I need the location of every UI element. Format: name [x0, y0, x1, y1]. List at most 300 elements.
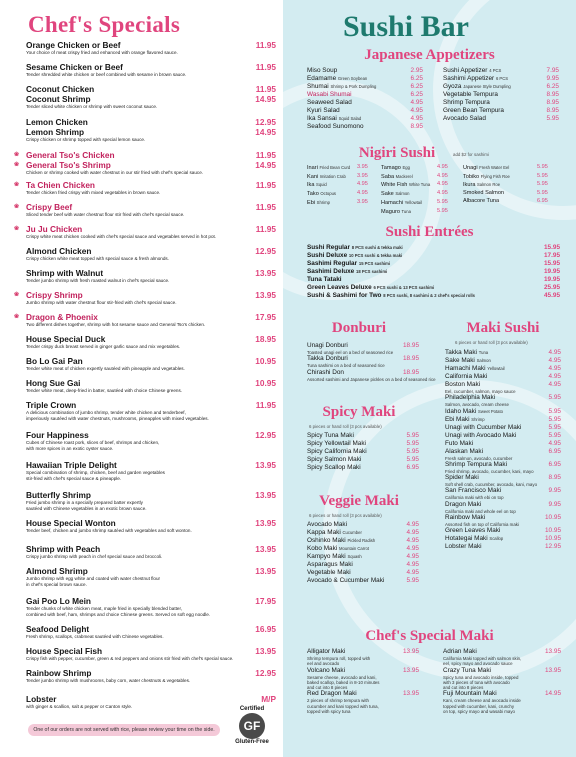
japanese-appetizers-heading: Japanese Appetizers [364, 47, 495, 63]
menu-item-description: Sliced tender beef with water chestnut flour stir fried with chef's special sauce. [26, 212, 185, 217]
menu-item-name-wrap [14, 150, 115, 160]
maki-sushi-list [445, 349, 561, 551]
menu-item-name-wrap [26, 544, 100, 554]
nigiri-name: Hamachi [381, 199, 404, 206]
menu-item-price: 9.95 [546, 75, 559, 82]
menu-item-name-wrap [443, 667, 491, 675]
nigiri-note: Octopus [320, 191, 336, 197]
menu-item [26, 246, 276, 262]
menu-item-name: San Francisco Maki [445, 487, 502, 495]
nigiri-price: 5.95 [537, 181, 548, 188]
menu-item-price: 19.95 [544, 276, 560, 283]
menu-item [307, 690, 419, 698]
menu-item-description: 2 pieces of shrimp tempura with [307, 698, 369, 704]
menu-item-name: Shrimp with Peach [26, 544, 101, 554]
menu-item-name: Triple Crown [26, 400, 77, 410]
menu-item-price: 13.95 [255, 490, 276, 500]
menu-item-name-wrap [307, 284, 434, 292]
menu-item [445, 461, 561, 469]
menu-item-name: Hong Sue Gai [26, 378, 81, 388]
menu-item-price: 12.95 [545, 543, 561, 551]
menu-item [26, 268, 276, 284]
menu-item-name: House Special Wonton [26, 518, 116, 528]
menu-item-name: Kobo Maki [307, 545, 338, 552]
menu-item [307, 244, 560, 252]
menu-item-name: Miso Soup [307, 67, 338, 74]
menu-item-name: Volcano Maki [307, 666, 346, 674]
menu-item-name: Hamachi Maki [445, 365, 486, 372]
menu-item [26, 566, 276, 588]
menu-item-name: House Special Fish [26, 646, 103, 656]
menu-item-name-wrap [445, 373, 487, 381]
menu-item-note: Green Soybean [337, 76, 368, 81]
menu-item-name-wrap [307, 268, 387, 276]
chefs-special-maki-left [307, 648, 419, 714]
menu-item-note: Scallop [489, 536, 504, 542]
menu-item-name-wrap [26, 334, 105, 344]
menu-item-name: Green Leaves Deluxe [307, 284, 372, 291]
nigiri-name-wrap [463, 198, 537, 206]
menu-item-name: Sushi Appetizer [443, 67, 488, 74]
menu-item-price: 13.95 [545, 666, 561, 674]
menu-item-name: Bo Lo Gai Pan [26, 356, 83, 366]
spicy-maki-subtitle: 6 pieces or hand roll (3 pcs available) [309, 424, 382, 429]
menu-item-price: 4.95 [406, 537, 419, 544]
menu-item-name: Crispy Beef [26, 202, 73, 212]
menu-item-name: Seafood Sunomono [307, 123, 364, 130]
menu-item-name-wrap [14, 224, 83, 234]
menu-item-name: Red Dragon Maki [307, 690, 357, 698]
menu-item-name-wrap [26, 596, 91, 606]
sushi-entrees-list [307, 244, 560, 300]
menu-item-description: Your choice of meat crispy fried and enhanced with orange flavored sauce. [26, 50, 178, 55]
menu-item-name: Shrimp with Walnut [26, 268, 104, 278]
menu-item-name-wrap [307, 432, 354, 440]
menu-item-row [26, 694, 276, 704]
menu-item-name: Spicy Salmon Maki [307, 456, 362, 463]
menu-item [26, 356, 276, 372]
menu-item-name-wrap [26, 84, 94, 94]
menu-item-name-wrap [307, 244, 403, 252]
menu-item [26, 84, 276, 94]
menu-item-name: Butterfly Shrimp [26, 490, 91, 500]
menu-item-price: 19.95 [544, 268, 560, 275]
menu-item-price: 4.95 [548, 365, 561, 372]
menu-item-note: Shrimp & Pork Dumpling [330, 84, 377, 89]
menu-item-note: 15 PCS sashimi [358, 261, 391, 266]
menu-item-name-wrap [443, 67, 501, 75]
menu-item-price: 4.95 [548, 357, 561, 364]
menu-item-price: 8.95 [546, 99, 559, 106]
menu-item-row [26, 518, 276, 528]
chefs-specials-title: Chef's Specials [28, 12, 181, 37]
menu-item-name: Philadelphia Maki [445, 394, 496, 402]
menu-item [307, 342, 419, 350]
menu-item-name-wrap [26, 268, 103, 278]
menu-item-name: Dragon & Phoenix [26, 312, 98, 322]
menu-item-price: 4.95 [406, 553, 419, 560]
spicy-maki-list [307, 432, 419, 472]
menu-item-name-wrap [443, 75, 508, 83]
menu-item-price: 6.95 [406, 464, 419, 471]
menu-item-row [26, 268, 276, 278]
menu-item-name-wrap [26, 127, 84, 137]
menu-item-description: Tender white meat of chicken expertly sautéed with pineapple and vegetables. [26, 366, 185, 371]
menu-item-name: Sushi Regular [307, 244, 350, 251]
nigiri-note: Fried Bean Curd [319, 165, 351, 170]
menu-item-name-wrap [445, 440, 473, 448]
menu-item [26, 460, 276, 482]
menu-item [445, 424, 561, 432]
menu-item-name-wrap [307, 276, 342, 284]
menu-item-description: topped with spicy tuna [307, 709, 351, 715]
menu-item-price: 6.25 [410, 83, 423, 90]
nigiri-name: Inari [307, 165, 318, 171]
menu-item-price: 5.95 [406, 456, 419, 463]
menu-item-description: Salmon, avocado, cream cheese [445, 402, 509, 408]
menu-item-price: 4.95 [548, 439, 561, 447]
menu-item-name-wrap [307, 75, 367, 83]
menu-item-name: Shrimp Tempura Maki [445, 460, 508, 468]
menu-item-name: Takka Maki [445, 349, 477, 356]
menu-item [445, 349, 561, 357]
menu-item-row [14, 150, 276, 160]
menu-item-description: and cut into 8 pieces [307, 685, 348, 691]
menu-item-price: 13.95 [255, 646, 276, 656]
nigiri-note: Tuna [401, 208, 411, 214]
menu-item-price: 4.95 [410, 107, 423, 114]
menu-item [307, 260, 560, 268]
menu-item-price: 11.95 [255, 62, 276, 72]
hot-pepper-icon: ❀ [14, 314, 20, 320]
menu-item [445, 543, 561, 551]
menu-item-price: 16.95 [255, 624, 276, 634]
menu-item [443, 667, 561, 675]
menu-item-name-wrap [26, 490, 91, 500]
menu-item-price: 13.95 [545, 648, 561, 655]
menu-item-name: Orange Chicken or Beef [26, 40, 121, 50]
menu-item-price: 13.95 [255, 290, 276, 300]
menu-item-note: 8 PCS sushi & tekka maki [351, 245, 403, 250]
menu-item-name-wrap [26, 430, 89, 440]
menu-item-description: topped with cucumber, kani, crunchy [443, 703, 515, 709]
menu-item [307, 648, 419, 656]
menu-item-description: imperiously sautéed with water chestnuts, mushrooms, pineapples with mixed vegetables. [26, 416, 209, 421]
menu-item-description: Tender white meat, deep-fried in batter, sautéed with choice Chinese greens. [26, 388, 183, 393]
menu-item-name-wrap [26, 94, 91, 104]
menu-item-name: Spicy Scallop Maki [307, 464, 361, 471]
menu-item-name: Four Happiness [26, 430, 89, 440]
nigiri-name: Tobiko [463, 173, 480, 180]
menu-item-name: Vegetable Maki [307, 569, 351, 576]
nigiri-name-wrap [307, 199, 357, 208]
menu-item [307, 667, 419, 675]
nigiri-name: White Fish [381, 182, 408, 189]
menu-item-description: Fried jumbo shrimp in a specially prepared batter expertly [26, 500, 143, 505]
menu-item-description: Special combination of shrimp, chicken, beef and garden vegetables [26, 470, 165, 475]
menu-item-name: Crazy Tuna Maki [443, 666, 491, 674]
menu-item-price: 18.95 [403, 368, 419, 376]
menu-item-price: 12.95 [255, 117, 276, 127]
menu-item-description: with ginger & scallion, salt & pepper or Canton style. [26, 704, 133, 709]
menu-item-price: 5.95 [548, 415, 561, 423]
menu-item-name-wrap [307, 648, 345, 656]
spicy-maki-heading: Spicy Maki [322, 404, 396, 420]
menu-item-description: Tender shredded white chicken or beef combined with sesame in brown sauce. [26, 72, 187, 77]
menu-item-description: Two different dishes together, shrimp with hot sesame sauce and General Tso's chicken. [26, 322, 206, 327]
menu-item [443, 107, 559, 115]
menu-item-name: Wasabi Shumai [307, 91, 352, 98]
nigiri-price: 4.95 [437, 190, 448, 197]
menu-item-name: Gyoza [443, 83, 462, 90]
menu-item-name-wrap [14, 180, 96, 190]
menu-item-name-wrap [307, 252, 402, 260]
menu-item-name: Crispy Shrimp [26, 290, 83, 300]
menu-item-description: Soft shell crab, cucumber, avocado, kani, mayo [445, 482, 538, 488]
menu-item-name-wrap [26, 460, 117, 470]
menu-item-row [14, 290, 276, 300]
menu-item-name-wrap [26, 356, 83, 366]
menu-item-price: 13.95 [255, 544, 276, 554]
menu-item-name: Spicy Yellowtail Maki [307, 440, 366, 447]
menu-item-name-wrap [445, 408, 503, 416]
nigiri-item [381, 164, 459, 173]
menu-item-description: eel and avocado [307, 661, 340, 667]
menu-item [26, 518, 276, 534]
menu-item-name: Lobster [26, 694, 57, 704]
menu-item-name-wrap [307, 369, 344, 377]
menu-item-description: Jumbo shrimp with egg white and coated with water chestnut flour [26, 576, 161, 581]
menu-item-description: sautéed with Chinese vegetables in an exotic brown sauce. [26, 506, 147, 511]
nigiri-price: 6.95 [537, 197, 548, 204]
menu-item-description: Jumbo shrimp with water chestnut flour stir-fried with chef's special sauce. [26, 300, 177, 305]
menu-item-note: 8 PCS sushi, 8 sashimi & 2 chef's special rolls [383, 293, 475, 298]
menu-item [307, 123, 423, 131]
hot-pepper-icon: ❀ [14, 152, 20, 158]
menu-item-name-wrap [445, 543, 482, 551]
menu-item-price: 15.95 [544, 260, 560, 267]
menu-item-row [14, 224, 276, 234]
menu-item-price: 4.95 [410, 115, 423, 122]
menu-item-price: 25.95 [544, 284, 560, 291]
menu-item-price: 10.95 [545, 535, 561, 543]
nigiri-name: Maguro [381, 208, 400, 215]
menu-item-row [26, 566, 276, 576]
menu-item-row [14, 180, 276, 190]
menu-item-row [26, 668, 276, 678]
menu-item-price: 11.95 [255, 40, 276, 50]
nigiri-price: 4.95 [437, 172, 448, 179]
menu-item [14, 150, 276, 160]
menu-item-name: Ika Sansai [307, 115, 337, 122]
nigiri-subtitle: add $2 for sashimi [453, 152, 489, 157]
menu-item-row [26, 62, 276, 72]
menu-item-price: 11.95 [255, 202, 276, 212]
maki-sushi-subtitle: 6 pieces or hand roll (3 pcs available) [455, 340, 528, 345]
rice-notice: One of our orders are not served with rice, please review your time on the side. [28, 724, 220, 736]
menu-item-row [26, 84, 276, 94]
menu-item-price: 4.95 [548, 373, 561, 380]
menu-item [307, 115, 423, 123]
menu-item-note: Japanese Style Dumpling [463, 84, 511, 89]
menu-item [307, 432, 419, 440]
nigiri-price: 5.95 [537, 172, 548, 179]
nigiri-name: Tako [307, 191, 319, 198]
menu-item-name-wrap [307, 464, 361, 472]
nigiri-item [381, 199, 459, 208]
menu-item-name-wrap [26, 624, 89, 634]
menu-item [307, 107, 423, 115]
menu-item-description: Shrimp tempura roll, topped with [307, 656, 371, 661]
menu-item [14, 312, 276, 328]
menu-item-description: Kani, cream cheese and avocado inside [443, 698, 521, 704]
menu-item-name: Gai Poo Lo Mein [26, 596, 91, 606]
menu-item-name-wrap [307, 440, 366, 448]
menu-item-name-wrap [26, 668, 91, 678]
menu-item-name: Alligator Maki [307, 648, 346, 655]
nigiri-note: Squid [316, 182, 327, 188]
menu-item-price: 9.95 [548, 487, 561, 495]
menu-item-description: Sesame cheese, avocado and kani, [307, 674, 377, 680]
menu-item-name: House Special Duck [26, 334, 106, 344]
menu-item-name: Idaho Maki [445, 407, 477, 415]
menu-item-price: 8.95 [546, 107, 559, 114]
nigiri-name-wrap [463, 173, 537, 182]
menu-item-price: 4.95 [410, 99, 423, 106]
menu-item [14, 290, 276, 306]
hot-pepper-icon: ❀ [14, 162, 20, 168]
nigiri-note: Fresh Water Eel [479, 165, 510, 170]
menu-item-description: Spicy tuna and avocado inside, topped [443, 674, 519, 680]
menu-item-price: 4.95 [406, 545, 419, 552]
menu-item-price: 5.95 [546, 115, 559, 122]
menu-item-description: Crispy white meat chicken cooked with chef's special sauce and vegetables served in hot pot. [26, 234, 217, 239]
nigiri-name-wrap [463, 164, 537, 173]
nigiri-name-wrap [381, 199, 437, 208]
menu-item-name: Sushi & Sashimi for Two [307, 292, 382, 299]
menu-item [307, 75, 423, 83]
menu-item-name-wrap [26, 566, 88, 576]
nigiri-price: 4.95 [437, 164, 448, 170]
sushi-entrees-heading: Sushi Entrées [385, 224, 474, 240]
nigiri-price: 5.95 [537, 164, 548, 170]
menu-item-row [26, 490, 276, 500]
nigiri-item [307, 190, 379, 199]
menu-item-name-wrap [445, 514, 485, 522]
menu-item-note: Squash [347, 554, 362, 559]
menu-item-name-wrap [445, 365, 505, 373]
menu-item-description: combined with beef, ham, shrimps and choice Chinese greens. Served on soft egg noodle. [26, 612, 211, 617]
menu-item-description: California maki with ebi on top [445, 495, 504, 501]
nigiri-note: Flying Fish Roe [480, 173, 510, 179]
menu-item-name-wrap [307, 545, 369, 553]
nigiri-item [463, 190, 559, 198]
menu-item [307, 369, 419, 377]
nigiri-name: Kani [307, 173, 319, 180]
veggie-maki-list [307, 521, 419, 585]
menu-item-name: Fuji Mountain Maki [443, 690, 497, 698]
menu-item-name: Ebi Maki [445, 415, 470, 423]
nigiri-name-wrap [463, 181, 537, 190]
menu-item-description: with 3 pieces of tuna with avocado [443, 679, 510, 685]
hot-pepper-icon: ❀ [14, 226, 20, 232]
menu-item-description: Toasted unagi eel on a bed of seasoned rice [307, 350, 394, 355]
menu-item [445, 357, 561, 365]
menu-item-name: Kampyo Maki [307, 553, 346, 560]
menu-item-name-wrap [445, 474, 479, 482]
menu-item-price: 10.95 [255, 356, 276, 366]
menu-item [26, 334, 276, 350]
menu-item-name: Lemon Chicken [26, 117, 88, 127]
menu-item-name: Unagi with Avocado Maki [445, 431, 517, 439]
hot-pepper-icon: ❀ [14, 204, 20, 210]
menu-item [445, 365, 561, 373]
menu-item-name: Seaweed Salad [307, 99, 352, 106]
menu-item-price: 6.25 [546, 83, 559, 90]
menu-item-name-wrap [26, 246, 91, 256]
menu-item-name: Rainbow Shrimp [26, 668, 92, 678]
menu-item [26, 490, 276, 512]
menu-item-description: Tender sliced white chicken or shrimp with sweet coconut sauce. [26, 104, 158, 109]
menu-item-note: Pickled Radish [347, 538, 376, 543]
menu-item-price: 14.95 [255, 94, 276, 104]
menu-item [445, 448, 561, 456]
menu-item-name: Takka Donburi [307, 355, 348, 363]
menu-item-description: A delicious combination of jumbo shrimp, tender white chicken and tenderbeef, [26, 410, 186, 415]
menu-item-name: Adrian Maki [443, 648, 477, 655]
menu-item-name-wrap [307, 456, 361, 464]
nigiri-name-wrap [381, 190, 437, 199]
menu-item-price: 13.95 [403, 648, 419, 655]
nigiri-note: White Tuna [408, 182, 431, 188]
menu-item-note: Mountain Carrot [338, 546, 370, 551]
menu-item-name: Lobster Maki [445, 543, 482, 551]
menu-item-name: General Tso's Shrimp [26, 160, 111, 170]
nigiri-price: 3.95 [357, 164, 368, 170]
menu-item-name-wrap [307, 123, 364, 131]
nigiri-note: Imitation Crab [319, 173, 346, 179]
menu-item-note: Sweet Potato [478, 408, 503, 414]
nigiri-name: Ika [307, 182, 315, 189]
nigiri-price: 5.95 [437, 207, 448, 214]
menu-item [443, 99, 559, 107]
menu-item-name: Sake Maki [445, 357, 475, 364]
chefs-special-maki-heading: Chef's Special Maki [365, 628, 494, 644]
menu-item-name: Seafood Delight [26, 624, 90, 634]
menu-item-name-wrap [307, 667, 345, 675]
menu-item-note: Cucumber [342, 530, 362, 535]
sushi-bar-title: Sushi Bar [343, 10, 469, 43]
menu-item-price: 18.95 [403, 355, 419, 363]
menu-item-price: 5.95 [406, 440, 419, 447]
menu-item-description: Tuna sashimi on a bed of seasoned rice [307, 363, 385, 369]
menu-item [445, 514, 561, 522]
menu-item [26, 544, 276, 560]
menu-item-name: Spicy California Maki [307, 448, 367, 455]
menu-item [307, 67, 423, 75]
menu-item-name: Ju Ju Chicken [26, 224, 83, 234]
menu-item-name-wrap [445, 381, 480, 389]
certified-label: Certified [239, 706, 265, 712]
menu-item-price: 4.95 [548, 349, 561, 356]
menu-item-price: 8.95 [548, 474, 561, 482]
menu-item-description: Crispy chicken white meat topped with special sauce & fresh almonds. [26, 256, 169, 261]
menu-item-description: Fresh shrimp, scallops, crabmeat sautéed with Chinese vegetables. [26, 634, 164, 639]
menu-item-name: Unagi with Cucumber Maki [445, 423, 522, 431]
menu-item-price: 5.95 [548, 407, 561, 415]
menu-item-name: Kyuri Salad [307, 107, 340, 114]
menu-item [14, 160, 276, 176]
